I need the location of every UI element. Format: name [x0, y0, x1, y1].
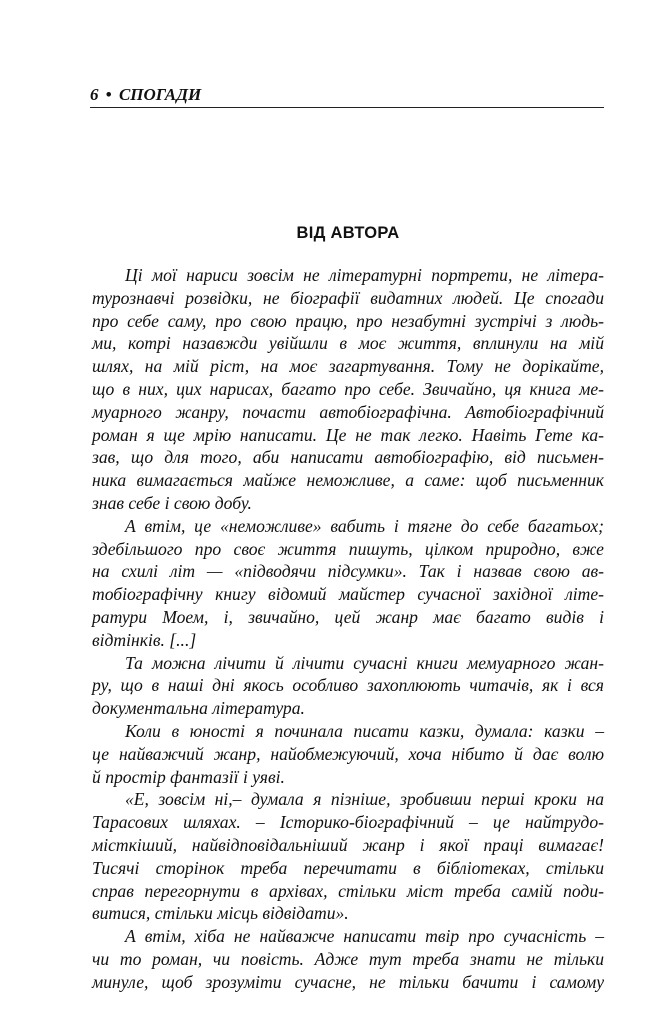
- text-line: муарного жанру, почасти автобіографічна. Автобіографічний: [92, 401, 604, 422]
- text-line: документальна література.: [92, 698, 305, 719]
- text-line: про себе саму, про свою працю, про незабутні зустрічі з людь-: [92, 310, 604, 331]
- text-line: тобіографічну книгу відомий майстер сучасної західної літе-: [92, 584, 604, 605]
- text-line: Коли в юності я починала писати казки, думала: казки –: [125, 720, 604, 741]
- text-line: зав, що для того, аби написати автобіографію, від письмен-: [92, 447, 604, 468]
- text-line: ника вимагається майже неможливе, а саме: щоб письменник: [92, 470, 604, 491]
- text-line: А втім, це «неможливе» вабить і тягне до себе багатьох;: [125, 515, 604, 536]
- text-line: місткіший, найвідповідальніший жанр і якої праці вимагає!: [92, 834, 604, 855]
- text-line: ми, котрі назавжди увійшли в моє життя, вплинули на мій: [92, 333, 604, 354]
- text-line: Ці мої нариси зовсім не літературні портрети, не літера-: [125, 265, 604, 285]
- header-separator: •: [105, 85, 112, 104]
- text-line: «Е, зовсім ні,– думала я пізніше, зробивши перші кроки на: [125, 789, 604, 810]
- text-line: це найважчий жанр, найобмежуючий, хоча нібито й дає волю: [92, 743, 604, 764]
- body-text: [92, 264, 604, 994]
- text-line: минуле, щоб зрозуміти сучасне, не тільки бачити і самому: [92, 971, 604, 992]
- running-head: [90, 83, 604, 108]
- text-line: ру, що в наші дні якось особливо захоплюють читачів, як і вся: [92, 675, 604, 696]
- text-line: шлях, на мій ріст, на моє загартування. Тому не дорікайте,: [92, 356, 604, 377]
- text-line: А втім, хіба не найважче написати твір про сучасність –: [125, 926, 604, 947]
- text-line: відтінків. [...]: [92, 629, 197, 650]
- text-line: знав себе і свою добу.: [92, 492, 252, 513]
- text-line: роман я ще мрію написати. Це не так легко. Навіть Гете ка-: [92, 424, 604, 445]
- text-line: Тисячі сторінок треба перечитати в бібліотеках, стільки: [92, 857, 604, 878]
- text-line: на схилі літ — «підводячи підсумки». Так і назвав свою ав-: [92, 561, 604, 582]
- text-line: й простір фантазії і уяві.: [92, 766, 285, 787]
- text-line: ратури Моем, і, звичайно, цей жанр має багато видів і: [92, 606, 604, 627]
- page-title: ВІД АВТОРА: [296, 224, 400, 242]
- section-title: СПОГАДИ: [118, 85, 202, 104]
- text-line: турознавчі розвідки, не біографії видатних людей. Це спогади: [92, 287, 604, 308]
- text-line: що в них, цих нарисах, багато про себе. Звичайно, ця книга ме-: [92, 378, 604, 399]
- text-line: Та можна лічити й лічити сучасні книги мемуарного жан-: [125, 652, 604, 673]
- text-line: Тарасових шляхах. – Історико-біографічний – це найтрудо-: [92, 812, 604, 833]
- text-line: витися, стільки місць відвідати».: [92, 903, 349, 924]
- text-line: здебільшого про своє життя пишуть, цілком природно, вже: [92, 538, 604, 559]
- text-line: чи то роман, чи повість. Адже тут треба знати не тільки: [92, 948, 604, 969]
- text-line: справ перегорнути в архівах, стільки міст треба самій поди-: [92, 880, 604, 901]
- page-number: 6: [90, 85, 99, 104]
